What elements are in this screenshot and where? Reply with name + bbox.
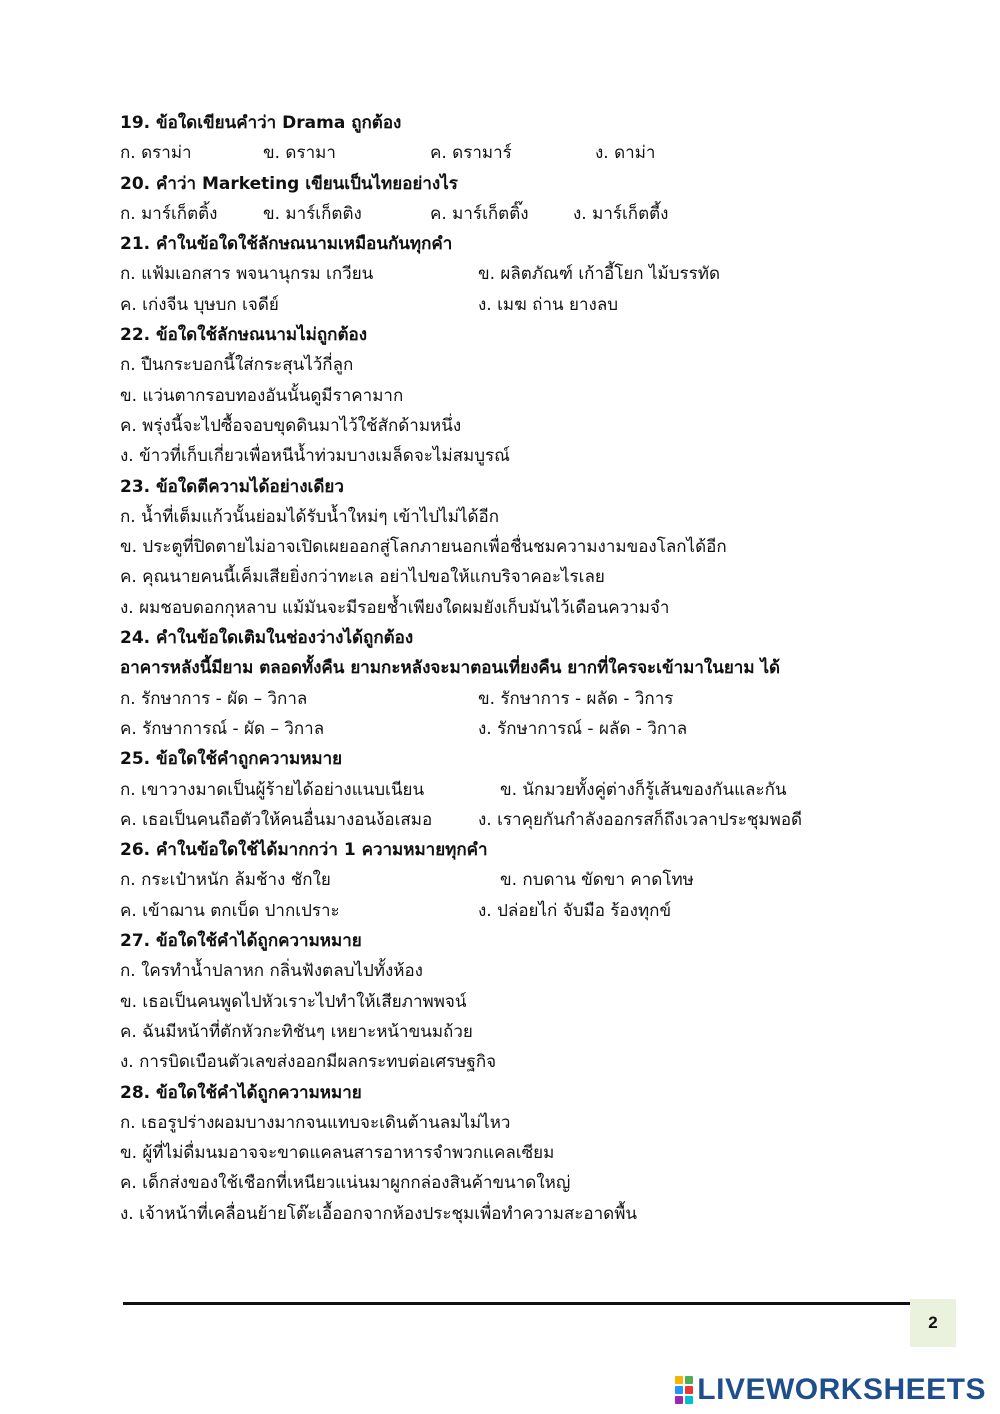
- answer-option: ค. ฉันมีหน้าที่ตักหัวกะทิชันๆ เหยาะหน้าขนมถ้วย: [120, 1021, 473, 1042]
- brand-name: LIVEWORKSHEETS: [697, 1373, 986, 1406]
- answer-option: ง. การบิดเบือนตัวเลขส่งออกมีผลกระทบต่อเศรษฐกิจ: [120, 1052, 497, 1073]
- answer-option: ค. มาร์เก็ตติ๊ง: [430, 203, 529, 224]
- answer-option: ง. ข้าวที่เก็บเกี่ยวเพื่อหนีน้ำท่วมบางเมล็ดจะไม่สมบูรณ์: [120, 446, 510, 467]
- answer-option: ข. เธอเป็นคนพูดไปหัวเราะไปทำให้เสียภาพพจน์: [120, 991, 467, 1012]
- answer-option: ค. เก่งจีน บุษบก เจดีย์: [120, 294, 279, 315]
- question-title: 23. ข้อใดตีความได้อย่างเดียว: [120, 476, 344, 497]
- page-number: 2: [910, 1299, 956, 1347]
- answer-option: ง. เราคุยกันกำลังออกรสก็ถึงเวลาประชุมพอดี: [478, 809, 803, 830]
- question-list: [120, 108, 820, 1229]
- question-title: 19. ข้อใดเขียนคำว่า Drama ถูกต้อง: [120, 113, 402, 133]
- answer-option: ค. คุณนายคนนี้เค็มเสียยิ่งกว่าทะเล อย่าไปขอให้แกบริจาคอะไรเลย: [120, 567, 605, 588]
- question-title: 22. ข้อใดใช้ลักษณนามไม่ถูกต้อง: [120, 325, 367, 346]
- answer-option: ก. ดราม่า: [120, 143, 192, 164]
- answer-option: ง. ปล่อยไก่ จับมือ ร้องทุกข์: [478, 900, 672, 921]
- answer-option: ค. พรุ่งนี้จะไปซื้อจอบขุดดินมาไว้ใช้สักด้ามหนึ่ง: [120, 415, 462, 436]
- answer-option: ง. มาร์เก็ตตี้ง: [573, 203, 669, 224]
- answer-option: ข. ผู้ที่ไม่ดื่มนมอาจจะขาดแคลนสารอาหารจำพวกแคลเซียม: [120, 1143, 555, 1164]
- question-title: 25. ข้อใดใช้คำถูกความหมาย: [120, 749, 343, 770]
- answer-option: ข. ผลิตภัณฑ์ เก้าอี้โยก ไม้บรรทัด: [478, 264, 721, 285]
- answer-option: ก. รักษาการ - ผัด – วิกาล: [120, 688, 308, 709]
- question-title: 24. คำในข้อใดเติมในช่องว่างได้ถูกต้อง: [120, 628, 414, 649]
- answer-option: ค. เข้าฌาน ตกเบ็ด ปากเปราะ: [120, 900, 340, 921]
- answer-option: ง. เจ้าหน้าที่เคลื่อนย้ายโต๊ะเอื้ออกจากห้องประชุมเพื่อทำความสะอาดพื้น: [120, 1203, 638, 1224]
- question-title: 27. ข้อใดใช้คำได้ถูกความหมาย: [120, 931, 362, 952]
- answer-option: ก. แฟ้มเอกสาร พจนานุกรม เกวียน: [120, 264, 374, 285]
- option-row: [120, 259, 820, 289]
- question-title: 21. คำในข้อใดใช้ลักษณนามเหมือนกันทุกคำ: [120, 234, 453, 255]
- answer-option: ก. กระเป๋าหนัก ล้มช้าง ชักใย: [120, 870, 331, 891]
- answer-option: ก. เขาวางมาดเป็นผู้ร้ายได้อย่างแนบเนียน: [120, 779, 425, 800]
- liveworksheets-icon: [675, 1376, 693, 1404]
- answer-option: ง. ดาม่า: [595, 143, 656, 164]
- answer-option: ง. รักษาการณ์ - ผลัด - วิกาล: [478, 718, 688, 739]
- option-row: [120, 714, 820, 744]
- answer-option: ข. รักษาการ - ผลัด - วิการ: [478, 688, 674, 709]
- answer-option: ค. เด็กส่งของใช้เชือกที่เหนียวแน่นมาผูกกล่องสินค้าขนาดใหญ่: [120, 1173, 571, 1194]
- option-row: [120, 865, 820, 895]
- question-title: 28. ข้อใดใช้คำได้ถูกความหมาย: [120, 1082, 362, 1103]
- answer-option: ข. นักมวยทั้งคู่ต่างก็รู้เส้นของกันและกัน: [500, 779, 787, 800]
- answer-option: ข. ดรามา: [263, 143, 336, 164]
- option-row: [120, 138, 820, 168]
- answer-option: ง. เมฆ ถ่าน ยางลบ: [478, 294, 619, 315]
- answer-option: ค. รักษาการณ์ - ผัด – วิกาล: [120, 718, 325, 739]
- answer-option: ก. ปืนกระบอกนี้ใส่กระสุนไว้กี่ลูก: [120, 355, 354, 376]
- option-row: [120, 290, 820, 320]
- answer-option: ก. ใครทำน้ำปลาหก กลิ่นฟังตลบไปทั้งห้อง: [120, 961, 423, 982]
- answer-option: ก. เธอรูปร่างผอมบางมากจนแทบจะเดินต้านลมไม่ไหว: [120, 1112, 511, 1133]
- answer-option: ก. มาร์เก็ตติ้ง: [120, 203, 218, 224]
- question-title: 20. คำว่า Marketing เขียนเป็นไทยอย่างไร: [120, 173, 458, 194]
- option-row: [120, 775, 820, 805]
- question-title: 26. คำในข้อใดใช้ได้มากกว่า 1 ความหมายทุกคำ: [120, 840, 488, 861]
- answer-option: ค. เธอเป็นคนถือตัวให้คนอื่นมางอนง้อเสมอ: [120, 809, 433, 830]
- answer-option: ข. มาร์เก็ตติง: [263, 203, 362, 224]
- brand-logo: [675, 1374, 986, 1406]
- answer-option: ก. น้ำที่เต็มแก้วนั้นย่อมได้รับน้ำใหม่ๆ เข้าไปไม่ได้อีก: [120, 506, 500, 527]
- answer-option: ข. แว่นตากรอบทองอันนั้นดูมีราคามาก: [120, 385, 404, 406]
- answer-option: ข. กบดาน ขัดขา คาดโทษ: [500, 870, 694, 891]
- answer-option: ค. ดรามาร์: [430, 143, 512, 164]
- answer-option: ข. ประตูที่ปิดตายไม่อาจเปิดเผยออกสู่โลกภายนอกเพื่อชื่นชมความงามของโลกได้อีก: [120, 537, 727, 558]
- question-prompt: อาคารหลังนี้มียาม ตลอดทั้งคืน ยามกะหลังจะมาตอนเที่ยงคืน ยากที่ใครจะเข้ามาในยาม ได้: [120, 658, 781, 679]
- option-row: [120, 805, 820, 835]
- answer-option: ง. ผมชอบดอกกุหลาบ แม้มันจะมีรอยช้ำเพียงใดผมยังเก็บมันไว้เดือนความจำ: [120, 597, 670, 618]
- option-row: [120, 896, 820, 926]
- footer-rule: [123, 1302, 911, 1305]
- option-row: [120, 684, 820, 714]
- option-row: [120, 199, 820, 229]
